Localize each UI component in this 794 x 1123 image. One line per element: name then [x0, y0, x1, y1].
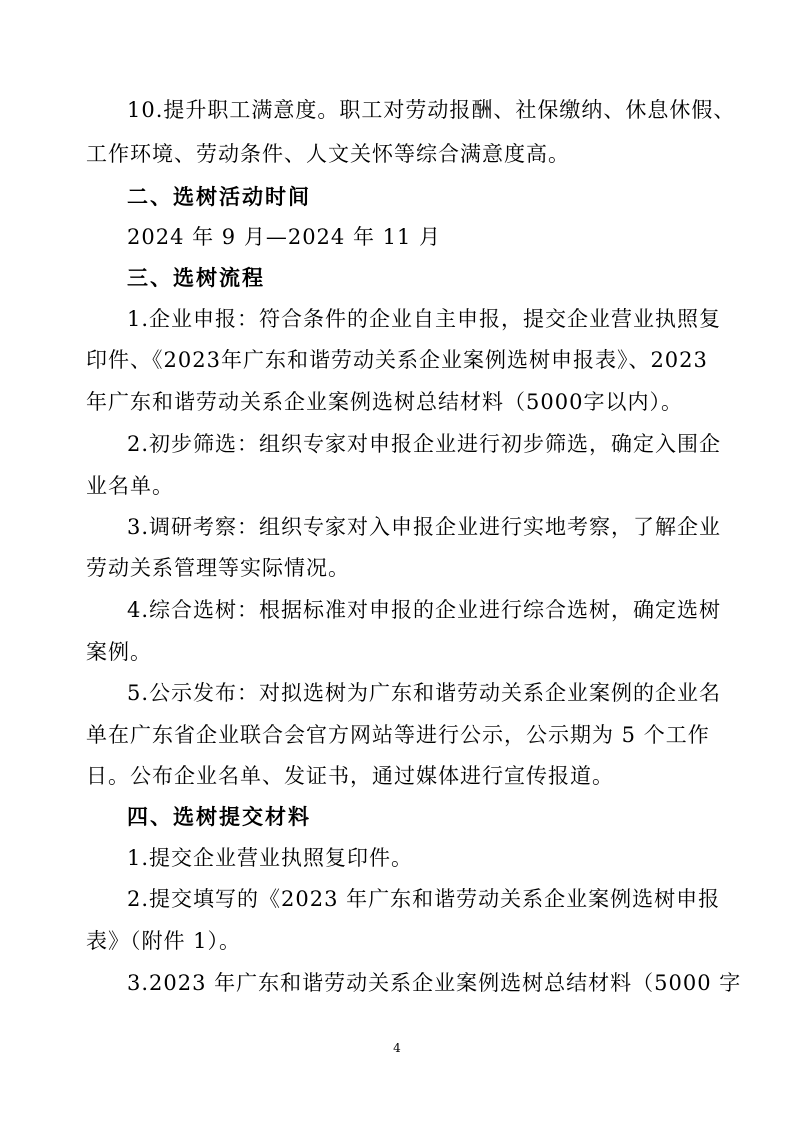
paragraph-line: 2.提交填写的《2023 年广东和谐劳动关系企业案例选树申报: [127, 887, 721, 911]
section-heading: 三、选树流程: [127, 265, 265, 290]
paragraph-line: 年广东和谐劳动关系企业案例选树总结材料（5000字以内）。: [86, 390, 683, 414]
paragraph-line: 劳动关系管理等实际情况。: [86, 556, 350, 580]
paragraph-line: 工作环境、劳动条件、人文关怀等综合满意度高。: [86, 142, 570, 166]
paragraph-line: 单在广东省企业联合会官方网站等进行公示，公示期为 5 个工作: [86, 723, 710, 747]
section-heading: 四、选树提交材料: [127, 804, 311, 829]
paragraph-line: 3.2023 年广东和谐劳动关系企业案例选树总结材料（5000 字: [127, 971, 742, 995]
paragraph-line: 1.企业申报：符合条件的企业自主申报，提交企业营业执照复: [127, 307, 722, 331]
paragraph-line: 2024 年 9 月—2024 年 11 月: [127, 225, 442, 249]
paragraph-line: 4.综合选树：根据标准对申报的企业进行综合选树，确定选树: [127, 598, 722, 622]
paragraph-line: 业名单。: [86, 474, 174, 498]
paragraph-line: 3.调研考察：组织专家对入申报企业进行实地考察，了解企业: [127, 515, 722, 539]
paragraph-line: 表》（附件 1）。: [86, 929, 242, 953]
page-number: 4: [393, 1041, 401, 1055]
paragraph-line: 印件、《2023年广东和谐劳动关系企业案例选树申报表》、2023: [86, 348, 708, 372]
section-heading: 二、选树活动时间: [127, 184, 311, 209]
paragraph-line: 1.提交企业营业执照复印件。: [127, 846, 414, 870]
paragraph-line: 10.提升职工满意度。职工对劳动报酬、社保缴纳、休息休假、: [127, 98, 736, 122]
paragraph-line: 日。公布企业名单、发证书，通过媒体进行宣传报道。: [86, 764, 614, 788]
paragraph-line: 案例。: [86, 640, 152, 664]
paragraph-line: 2.初步筛选：组织专家对申报企业进行初步筛选，确定入围企: [127, 432, 722, 456]
paragraph-line: 5.公示发布：对拟选树为广东和谐劳动关系企业案例的企业名: [127, 681, 722, 705]
